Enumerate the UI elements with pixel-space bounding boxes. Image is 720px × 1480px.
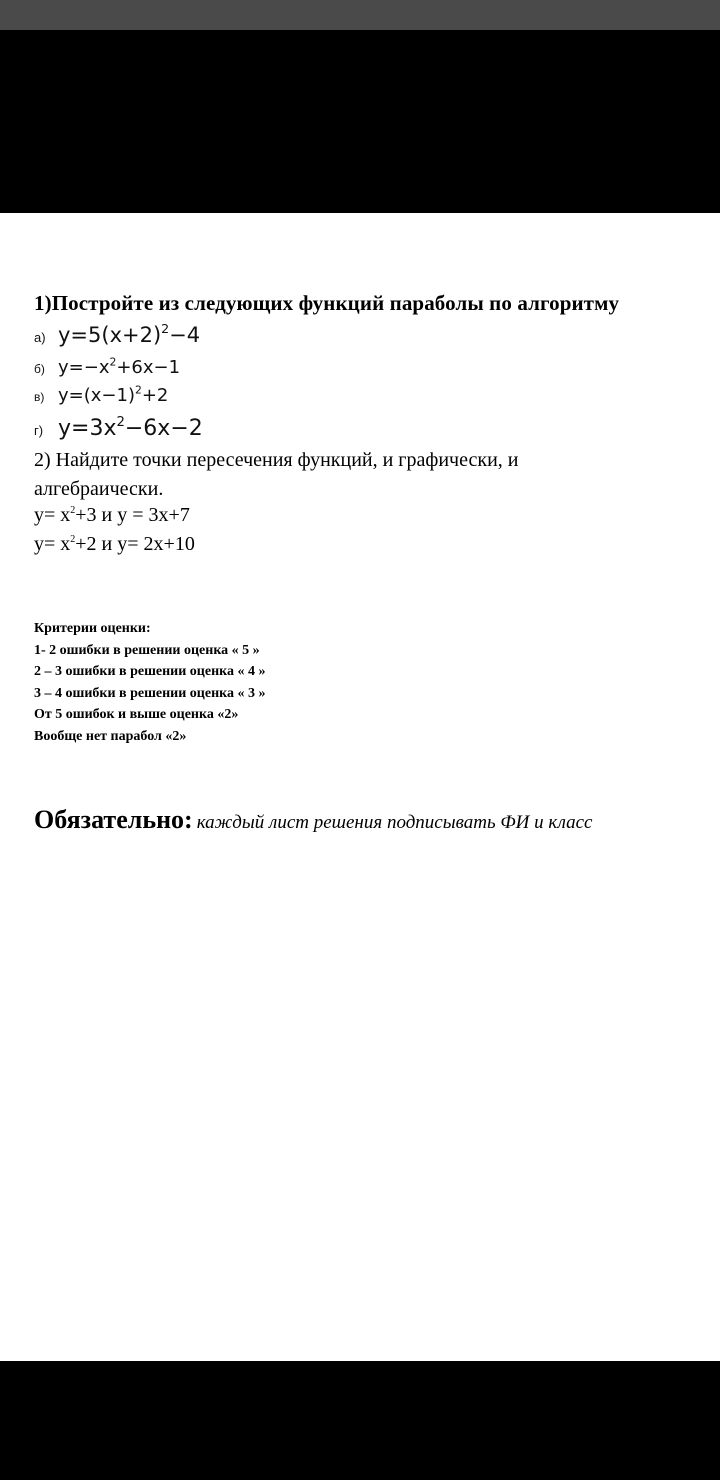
mandatory-label: Обязательно:	[34, 805, 193, 834]
function-formula: $y=-x^2+6x-1$	[58, 355, 181, 378]
function-b	[34, 357, 180, 378]
function-c	[34, 385, 168, 406]
mandatory-note	[34, 805, 593, 835]
criteria-block	[34, 618, 266, 748]
task2-title: 2) Найдите точки пересечения функций, и графически, и алгебраически.	[34, 449, 519, 500]
criteria-title: Критерии оценки:	[34, 621, 151, 636]
function-formula: $y=(x-1)^2+2$	[58, 383, 169, 406]
function-formula: $y=3x^2-6x-2$	[58, 414, 203, 441]
function-a	[34, 323, 200, 347]
document-image	[0, 213, 720, 1361]
bottom-letterbox	[0, 1361, 720, 1480]
function-formula: $y=5(x+2)^2-4$	[58, 321, 201, 347]
criteria-item: От 5 ошибок и выше оценка «2»	[34, 707, 239, 723]
mandatory-text: каждый лист решения подписывать ФИ и класс	[196, 812, 593, 833]
function-label: а)	[34, 330, 46, 345]
criteria-item: 3 – 4 ошибки в решении оценка « 3 »	[34, 685, 266, 701]
status-bar	[0, 0, 720, 30]
function-label: б)	[34, 362, 45, 376]
criteria-item: Вообще нет парабол «2»	[34, 728, 187, 744]
system-1: $y= x^2+3$ и y = 3x+7	[34, 504, 190, 526]
function-label: в)	[34, 390, 45, 404]
system-2: $y= x^2+2$ и y= 2x+10	[34, 533, 195, 555]
top-letterbox	[0, 30, 720, 213]
function-d	[34, 416, 203, 441]
criteria-item: 1- 2 ошибки в решении оценка « 5 »	[34, 642, 260, 658]
task1-title: 1)Постройте из следующих функций параболы по алгоритму	[34, 291, 620, 315]
function-label: г)	[34, 423, 44, 438]
criteria-item: 2 – 3 ошибки в решении оценка « 4 »	[34, 664, 266, 680]
